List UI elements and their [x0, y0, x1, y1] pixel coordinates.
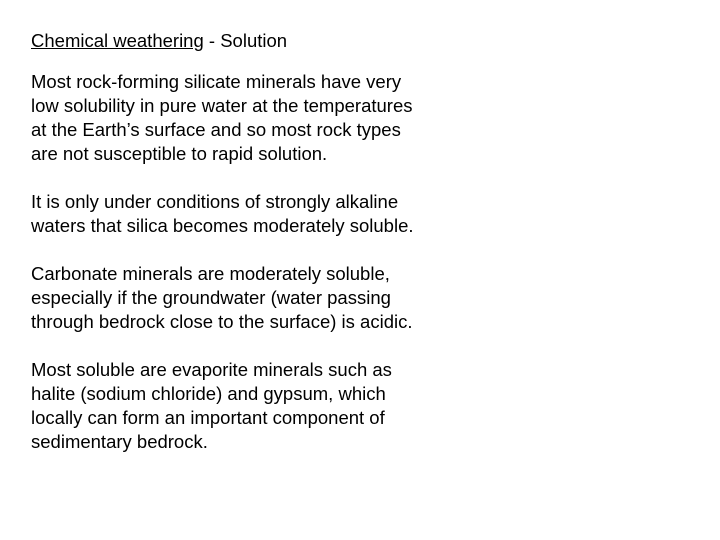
text-line: especially if the groundwater (water passing: [31, 287, 391, 308]
paragraph-evaporite-minerals: [31, 358, 461, 454]
text-line: are not susceptible to rapid solution.: [31, 143, 328, 164]
slide-content: [31, 29, 691, 478]
text-line: halite (sodium chloride) and gypsum, which: [31, 383, 386, 404]
text-line: Most soluble are evaporite minerals such as: [31, 359, 392, 380]
text-line: It is only under conditions of strongly alkaline: [31, 191, 399, 212]
text-line: Most rock-forming silicate minerals have very: [31, 71, 402, 92]
paragraph-carbonate-minerals: [31, 262, 461, 334]
heading-title: Chemical weathering: [31, 30, 204, 51]
text-line: locally can form an important component of: [31, 407, 385, 428]
paragraph-silicate-solubility: [31, 70, 461, 166]
text-line: low solubility in pure water at the temperatures: [31, 95, 413, 116]
text-line: through bedrock close to the surface) is acidic.: [31, 311, 413, 332]
text-line: Carbonate minerals are moderately soluble,: [31, 263, 390, 284]
text-line: waters that silica becomes moderately soluble.: [31, 215, 414, 236]
text-line: at the Earth’s surface and so most rock types: [31, 119, 401, 140]
heading-subtitle: Solution: [220, 30, 288, 51]
text-line: sedimentary bedrock.: [31, 431, 208, 452]
paragraph-alkaline-silica: [31, 190, 461, 238]
slide-heading: [31, 29, 691, 53]
heading-separator: -: [203, 30, 221, 51]
